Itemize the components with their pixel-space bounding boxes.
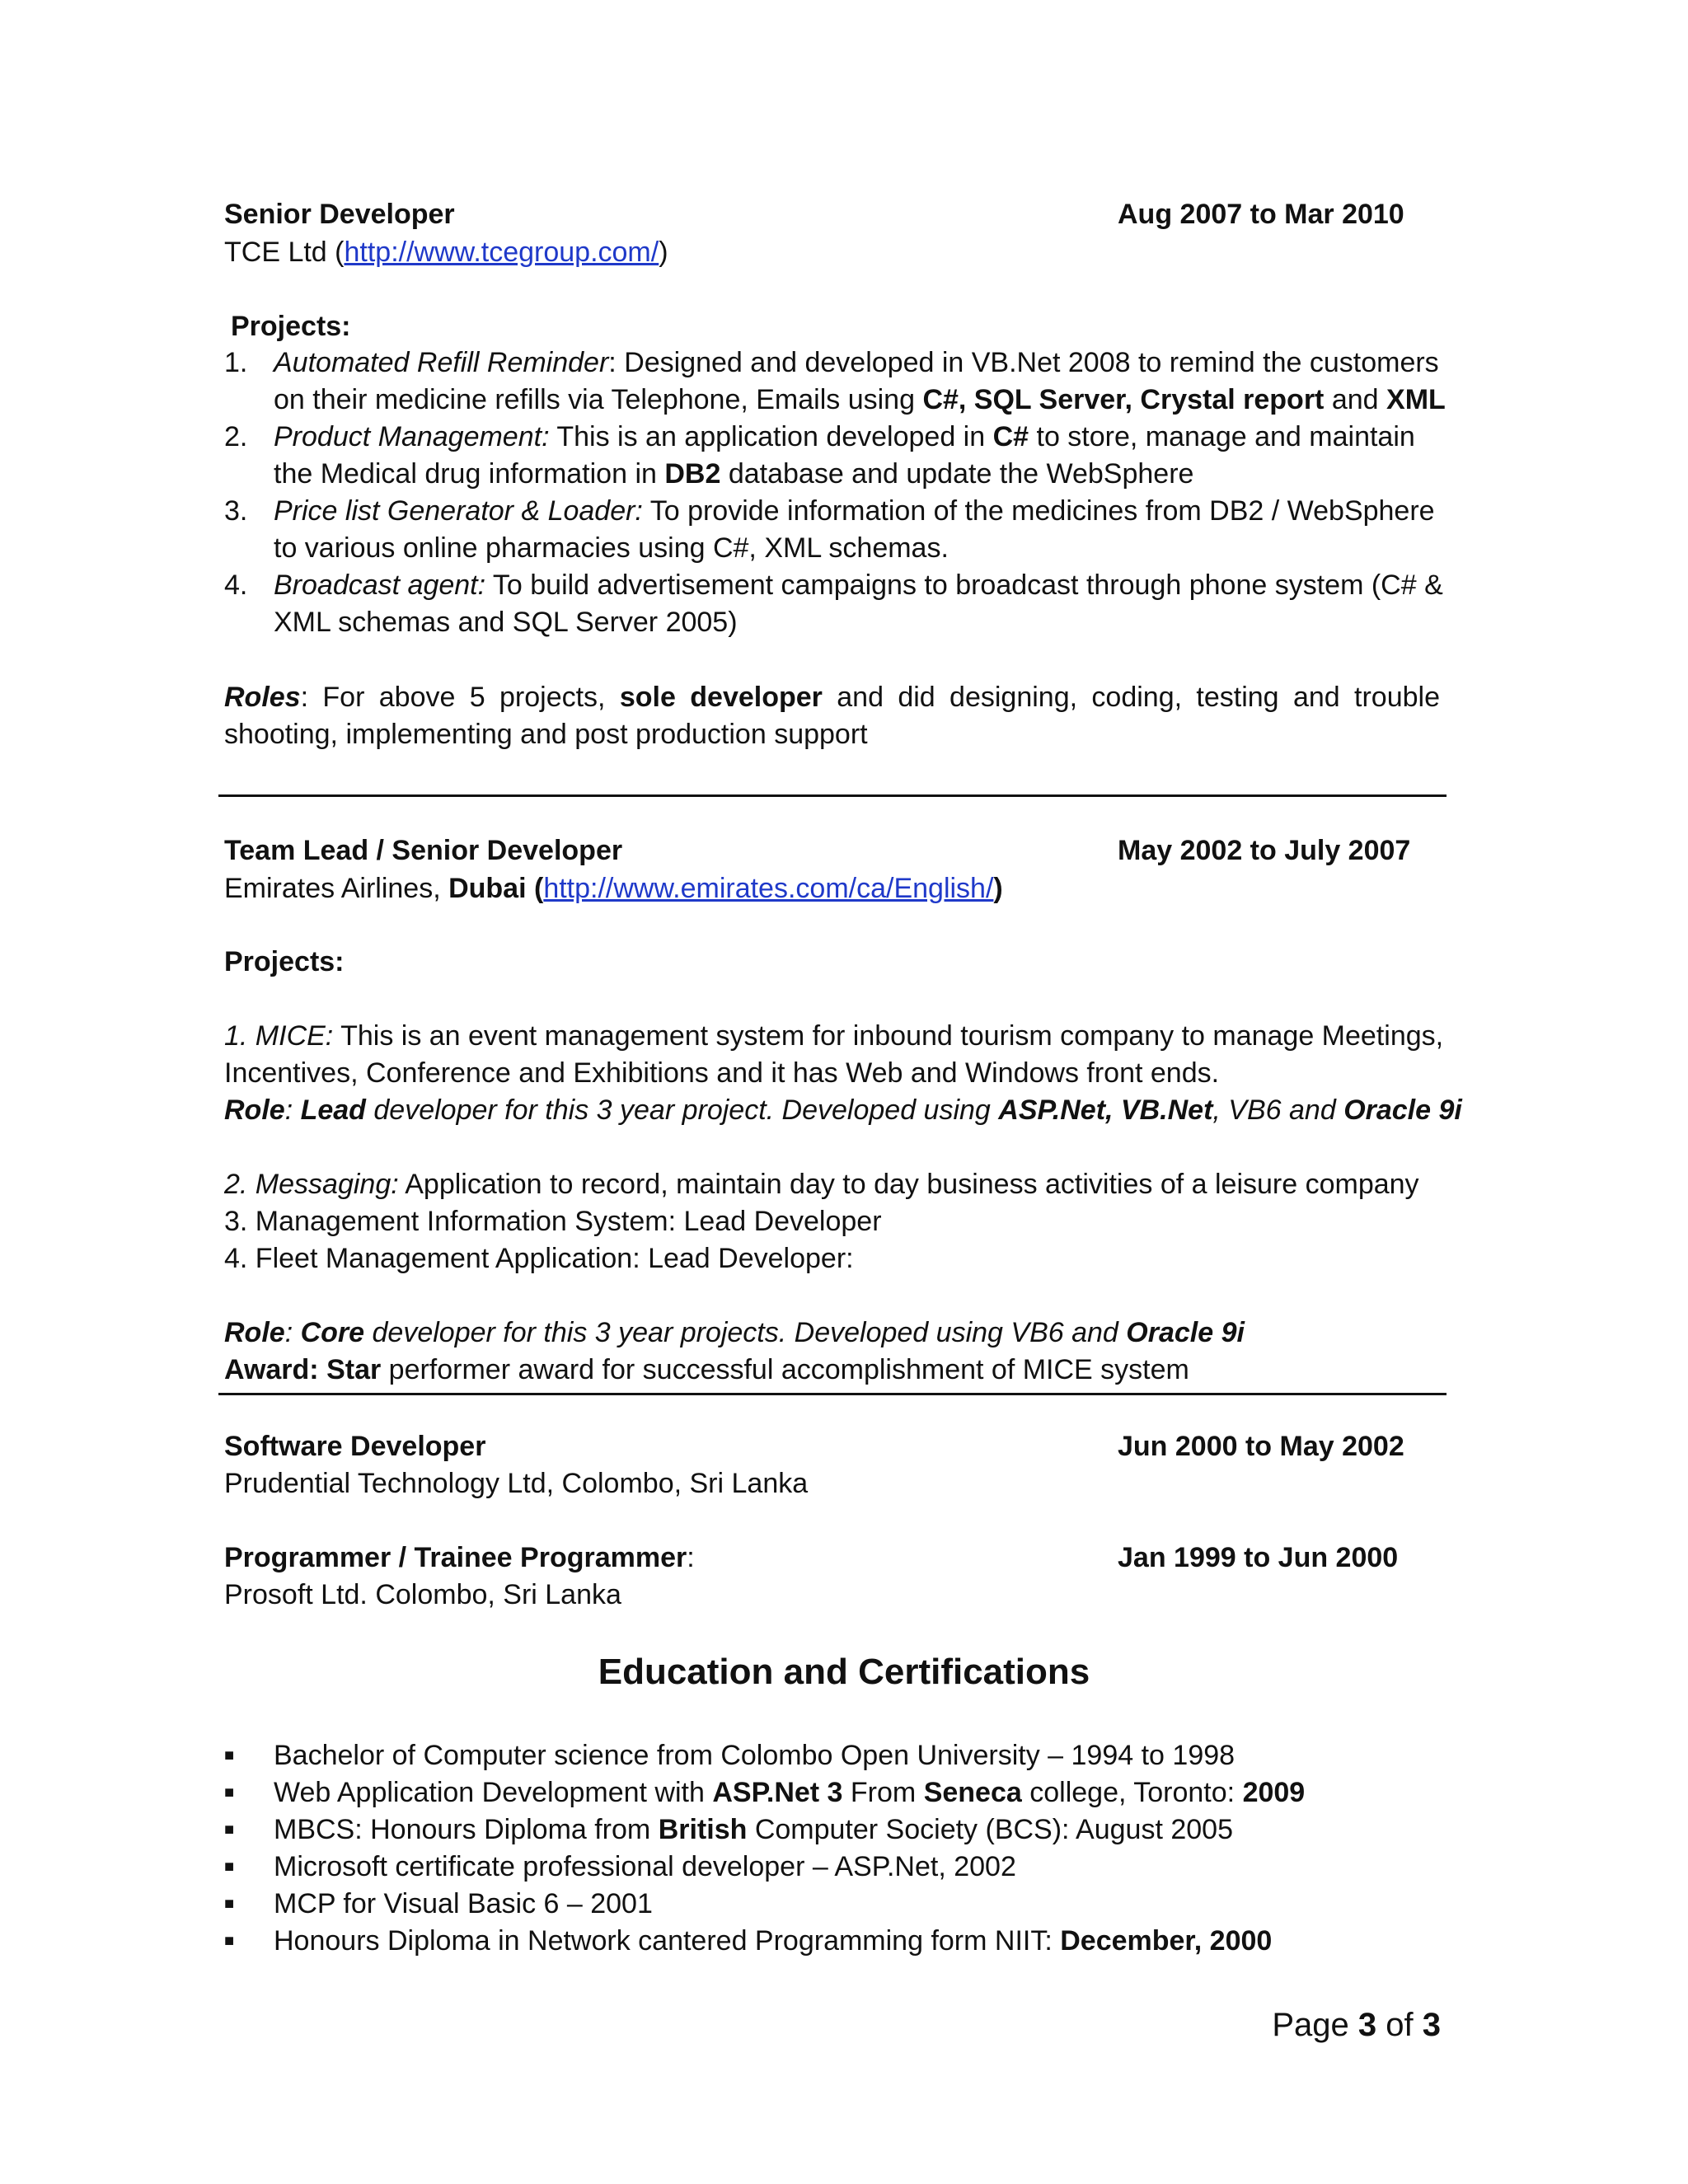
roles-text-a: : For above 5 projects, — [300, 682, 620, 713]
education-item-text: Honours Diploma in Network cantered Programming form NIIT: — [274, 1925, 1061, 1957]
project-1-line-2 — [274, 382, 1446, 419]
project-2-desc-1c: to store, manage and maintain — [1029, 421, 1415, 452]
education-item-bold: Seneca — [923, 1777, 1022, 1808]
project-3-name: Price list Generator & Loader: — [274, 495, 643, 527]
job3-title: Software Developer — [224, 1431, 486, 1462]
bullet-icon: ■ — [224, 1895, 235, 1913]
project-number: 4. — [224, 569, 248, 601]
project-number: 2. — [224, 421, 248, 452]
job4-title-line — [224, 1540, 695, 1577]
job1-company-prefix: TCE Ltd ( — [224, 237, 345, 268]
project-number: 3. — [224, 495, 248, 527]
roles-text-c: and did designing, coding, testing and trouble shooting, implementing and post production support — [224, 682, 1440, 750]
mice-line-2: Incentives, Conference and Exhibitions and it has Web and Windows front ends. — [224, 1057, 1220, 1089]
page-number — [1272, 2007, 1441, 2044]
section-divider — [218, 794, 1447, 797]
job2-projects-label: Projects: — [224, 946, 345, 977]
award-label: Award: Star — [224, 1354, 382, 1385]
mice-role — [224, 1092, 1462, 1129]
bullet-icon: ■ — [224, 1783, 235, 1802]
core-role-label: Role — [224, 1317, 285, 1348]
job2-company-close: ) — [993, 873, 1003, 904]
mice-role-label: Role — [224, 1094, 285, 1126]
job4-company: Prosoft Ltd. Colombo, Sri Lanka — [224, 1579, 621, 1610]
mice-desc-1: This is an event management system for inbound tourism company to manage Meetings, — [333, 1020, 1444, 1052]
job1-title: Senior Developer — [224, 199, 455, 230]
education-item: MCP for Visual Basic 6 – 2001 — [274, 1888, 653, 1919]
messaging-desc: Application to record, maintain day to day business activities of a leisure company — [398, 1169, 1419, 1200]
project-4-name: Broadcast agent: — [274, 569, 486, 601]
job1-company-link[interactable]: http://www.tcegroup.com/ — [344, 237, 659, 268]
project-1-tech: C#, SQL Server, Crystal report — [922, 384, 1325, 415]
project-1-tech-xml: XML — [1386, 384, 1446, 415]
education-item-text: MBCS: Honours Diploma from — [274, 1814, 659, 1845]
project-1-name: Automated Refill Reminder — [274, 347, 609, 378]
section-divider — [218, 1393, 1447, 1395]
messaging-name: 2. Messaging: — [224, 1169, 399, 1200]
education-item: Microsoft certificate professional developer – ASP.Net, 2002 — [274, 1851, 1016, 1882]
project-4-desc-1: To build advertisement campaigns to broadcast through phone system (C# & — [485, 569, 1443, 601]
job4-title: Programmer / Trainee Programmer — [224, 1542, 687, 1573]
bullet-icon: ■ — [224, 1746, 235, 1765]
project-1-desc-1: : Designed and developed in VB.Net 2008 to remind the customers — [608, 347, 1439, 378]
bullet-icon: ■ — [224, 1858, 235, 1876]
project-1-desc-2a: on their medicine refills via Telephone, Emails using — [274, 384, 923, 415]
job1-projects-label: Projects: — [231, 311, 351, 342]
bullet-icon: ■ — [224, 1932, 235, 1950]
project-1-line-1 — [274, 344, 1439, 382]
core-role-oracle: Oracle 9i — [1126, 1317, 1245, 1348]
award-text: performer award for successful accomplishment of MICE system — [381, 1354, 1189, 1385]
job1-dates: Aug 2007 to Mar 2010 — [1118, 199, 1404, 230]
page-current: 3 — [1357, 2007, 1377, 2043]
education-item-text: Web Application Development with — [274, 1777, 713, 1808]
award-line — [224, 1352, 1189, 1389]
project-2-tech: C# — [992, 421, 1029, 452]
mice-role-sep: : — [284, 1094, 301, 1126]
education-item-bold: British — [658, 1814, 748, 1845]
page-label: Page — [1272, 2007, 1358, 2043]
project-number: 1. — [224, 347, 248, 378]
mice-role-tech: ASP.Net, VB.Net — [998, 1094, 1213, 1126]
job3-dates: Jun 2000 to May 2002 — [1118, 1431, 1404, 1462]
education-item-text: college, Toronto: — [1021, 1777, 1243, 1808]
mice-line-1 — [224, 1018, 1443, 1055]
page-of: of — [1376, 2007, 1423, 2043]
job2-title: Team Lead / Senior Developer — [224, 835, 623, 866]
job1-company — [224, 234, 668, 271]
messaging-line — [224, 1166, 1419, 1203]
job1-company-suffix: ) — [659, 237, 668, 268]
project-2-desc-2c: database and update the WebSphere — [720, 458, 1194, 490]
mice-role-lead: Lead — [300, 1094, 366, 1126]
education-item — [274, 1811, 1233, 1849]
education-item-bold: December, 2000 — [1060, 1925, 1273, 1957]
project-4-line-2: XML schemas and SQL Server 2005) — [274, 607, 738, 638]
job4-title-colon: : — [687, 1542, 695, 1573]
education-item — [274, 1774, 1305, 1811]
job2-dates: May 2002 to July 2007 — [1118, 835, 1411, 866]
mis-line: 3. Management Information System: Lead Developer — [224, 1206, 882, 1237]
project-2-name: Product Management: — [274, 421, 550, 452]
project-2-line-2 — [274, 456, 1193, 493]
bullet-icon: ■ — [224, 1821, 235, 1839]
core-role-sep: : — [284, 1317, 301, 1348]
roles-label: Roles — [224, 682, 301, 713]
education-item-text: From — [842, 1777, 924, 1808]
job4-dates: Jan 1999 to Jun 2000 — [1118, 1542, 1399, 1573]
project-2-desc-1a: This is an application developed in — [549, 421, 993, 452]
core-role-text: developer for this 3 year projects. Developed using VB6 and — [364, 1317, 1127, 1348]
project-4-line-1 — [274, 567, 1443, 604]
education-item-text: Computer Society (BCS): August 2005 — [747, 1814, 1233, 1845]
education-item-bold: 2009 — [1242, 1777, 1306, 1808]
mice-role-text: developer for this 3 year project. Developed using — [365, 1094, 999, 1126]
fleet-line: 4. Fleet Management Application: Lead Developer: — [224, 1243, 854, 1274]
core-role-core: Core — [300, 1317, 365, 1348]
project-3-desc-1: To provide information of the medicines from DB2 / WebSphere — [642, 495, 1435, 527]
mice-name: 1. MICE: — [224, 1020, 334, 1052]
job3-company: Prudential Technology Ltd, Colombo, Sri Lanka — [224, 1468, 809, 1499]
roles-sole-developer: sole developer — [619, 682, 823, 713]
education-item — [274, 1923, 1272, 1960]
education-item: Bachelor of Computer science from Colombo Open University – 1994 to 1998 — [274, 1740, 1236, 1771]
mice-role-text2: , VB6 and — [1212, 1094, 1344, 1126]
project-1-desc-2c: and — [1324, 384, 1387, 415]
core-role — [224, 1315, 1245, 1352]
job2-company-name: Emirates Airlines, — [224, 873, 449, 904]
job2-company-city: Dubai ( — [448, 873, 544, 904]
project-3-line-2: to various online pharmacies using C#, XML schemas. — [274, 532, 949, 564]
project-3-line-1 — [274, 493, 1435, 530]
education-heading: Education and Certifications — [598, 1652, 1090, 1692]
project-2-db: DB2 — [664, 458, 721, 490]
job2-company — [224, 870, 1003, 907]
project-2-desc-2a: the Medical drug information in — [274, 458, 665, 490]
project-2-line-1 — [274, 419, 1415, 456]
education-item-bold: ASP.Net 3 — [712, 1777, 843, 1808]
page-total: 3 — [1422, 2007, 1441, 2043]
mice-role-oracle: Oracle 9i — [1343, 1094, 1462, 1126]
job1-roles — [224, 679, 1440, 753]
job2-company-link[interactable]: http://www.emirates.com/ca/English/ — [543, 873, 994, 904]
